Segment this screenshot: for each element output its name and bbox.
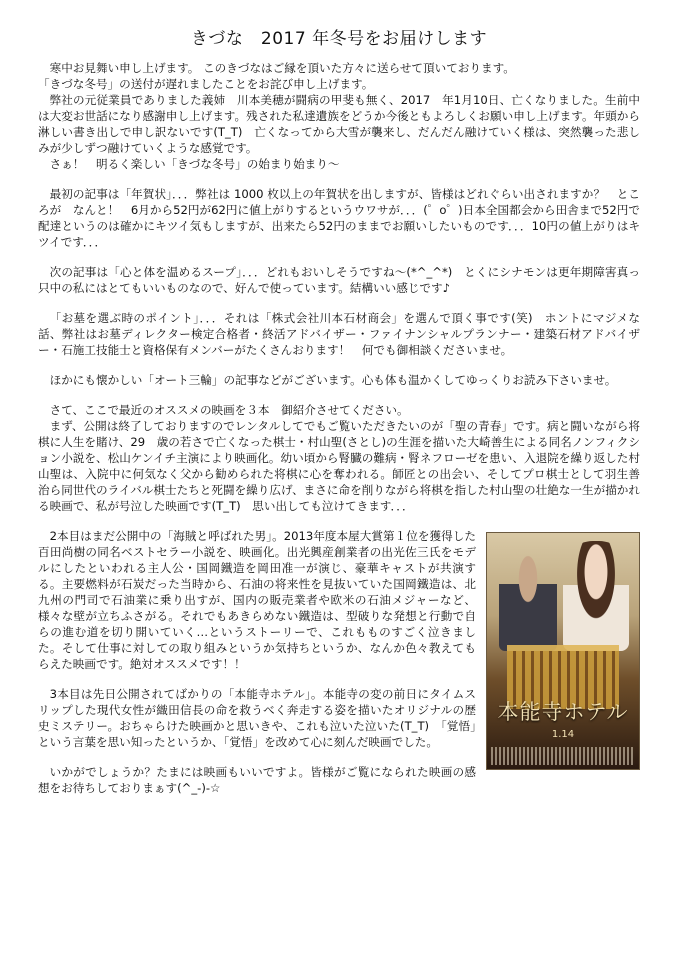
poster-date: 1.14: [551, 729, 575, 740]
article-grave: [38, 310, 640, 358]
movie2-paragraph: 2本目はまだ公開中の「海賊と呼ばれた男」。2013年度本屋大賞第１位を獲得した百田尚樹の同名ベストセラー小説を、映画化。出光興産創業者の出光佐三氏をモデルにしたといわれる主人公・国岡鐵造を岡田准一が演じ、豪華キャストが共演する。主要燃料が石炭だった当時から、石油の将来性を見抜いていた国岡鐵造は、北九州の門司で石油業に乗り出すが、国内の販売業者や欧米の石油メジャーなど、様々な壁が立ちふさがる。それでもあきらめない鐵造は、型破りな発想と行動で自らの進む道を切り開いていく…というストーリーで、これもものすごく泣きました。そして仕事に対しての取り組みというか気持ちというか、なんか色々教えてもらえた映画です。絶対オススメです！！: [38, 529, 476, 671]
poster-man-figure: [499, 555, 557, 651]
article-soup: [38, 264, 640, 296]
article-new-year-card: [38, 186, 640, 250]
grave-paragraph: 「お墓を選ぶ時のポイント」．．．それは「株式会社川本石材商会」を選んで頂く事です(笑) ホントにマジメな話、弊社はお墓ディレクター検定合格者・終活アドバイザー・ファイナンシャルプランナー・建築石材アドバイザー・石施工技能士と資格保有メンバーがたくさんおります！ 何でも御相談くださいませ。: [38, 311, 640, 357]
new-year-card-paragraph: 最初の記事は「年賀状」．．．弊社は 1000 枚以上の年賀状を出しますが、皆様はどれぐらい出されますか？ ところが なんと！ 6月から52円が62円に値上がりするというウワサが．．．(゜o゜)日本全国都会から田舎まで52円で配達というのは確かにキツイ気もしますが、出来たら52円のままでお願いしたいものです．．．10円の値上がりはキツイです．．．: [38, 187, 640, 249]
closing-paragraph: いかがでしょうか？たまには映画もいいですよ。皆様がご覧になられた映画の感想をお待ちしておりまぁす(^_-)-☆: [38, 765, 476, 795]
page-title: きづな 2017 年冬号をお届けします: [190, 29, 488, 49]
article-auto-tricycle: [38, 372, 640, 388]
movies-intro-paragraph: さて、ここで最近のオススメの映画を３本 御紹介させてください。: [49, 403, 409, 417]
poster-woman-figure: [563, 541, 629, 651]
movies-intro-section: [38, 402, 640, 514]
movie1-paragraph: まず、公開は終了しておりますのでレンタルしてでもご覧いただきたいのが「聖の青春」です。病と闘いながら将棋に人生を賭け、29 歳の若さで亡くなった棋士・村山聖(さとし)の生涯を描いた大崎善生による同名ノンフィクション小説を、松山ケンイチ主演により映画化。幼い頃から腎臓の難病・腎ネフローゼを患い、入退院を繰り返した村山聖は、入院中に何気なく父から勧められた将棋に心を奪われる。師匠との出会い、そしてプロ棋士として羽生善治ら同世代のライバル棋士たちと死闘を繰り広げ、まさに命を削りながら将棋を指した村山聖の壮絶な一生が描かれる映画で、私が号泣した映画です(T_T) 思い出しても泣けてきます．．．: [38, 419, 640, 513]
condolence-paragraph: 弊社の元従業員でありました義姉 川本美穂が闘病の甲斐も無く、2017 年1月10日、亡くなりました。生前中は大変お世話になり感謝申し上げます。残された私達遺族をどうか今後ともよろしくお願い申し上げます。年頭から淋しい書き出しで申し訳ないです(T_T) 亡くなってから大雪が襲来し、だんだん融けていく様は、突然襲った悲しみが少しずつ融けていくような感覚です。: [38, 93, 640, 155]
start-paragraph: さぁ！ 明るく楽しい「きづな冬号」の始まり始まり～: [49, 157, 340, 171]
movie-poster-image: [486, 532, 640, 770]
poster-title: 本能寺ホテル: [497, 700, 629, 724]
poster-credits: [491, 747, 635, 765]
auto-tricycle-paragraph: ほかにも懐かしい「オート三輪」の記事などがございます。心も体も温かくしてゆっくりお読み下さいませ。: [49, 373, 617, 387]
greeting-paragraph: 寒中お見舞い申し上げます。 このきづなはご縁を頂いた方々に送らせて頂いております。: [49, 61, 515, 75]
soup-paragraph: 次の記事は「心と体を温めるスープ」．．．どれもおいしそうですね～(*^_^*) とくにシナモンは更年期障害真っ只中の私にはとてもいいものなので、好んで使っています。結構いい感じです♪: [38, 265, 640, 295]
intro-section: [38, 60, 640, 172]
movie3-paragraph: 3本目は先日公開されてばかりの「本能寺ホテル」。本能寺の変の前日にタイムスリップした現代女性が織田信長の命を救うべく奔走する姿を描いたオリジナルの歴史ミステリー。おちゃらけた映画かと思いきや、これも泣いた泣いた(T_T) 「覚悟」という言葉を思い知ったというか、「覚悟」を改めて心に刻んだ映画でした。: [38, 687, 476, 749]
apology-paragraph: 「きづな冬号」の送付が遅れましたことをお詫び申し上げます。: [38, 77, 374, 91]
